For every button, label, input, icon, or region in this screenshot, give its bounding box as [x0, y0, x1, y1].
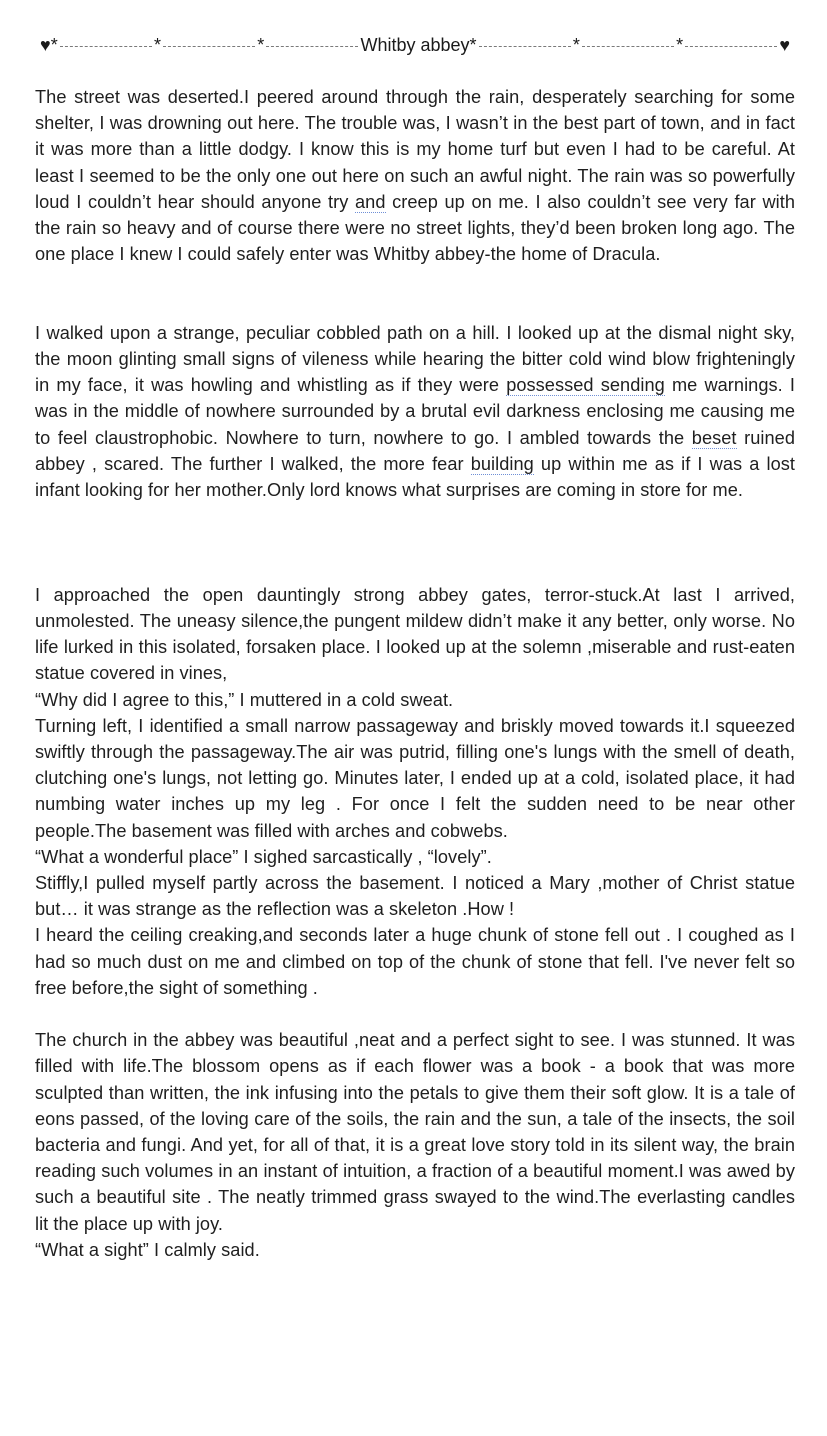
spellcheck-mark[interactable]: beset: [691, 427, 737, 448]
dashed-divider: [685, 46, 777, 47]
paragraph: Turning left, I identified a small narrow passageway and briskly moved towards it.I squeezed swiftly through the passageway.The air was putrid, filling one's lungs with the smell of death, clutching one's lungs, not letting go. Minutes later, I ended up at a cold, isolated place, it had numbing water inches up my leg . For once I felt the sudden need to be near other people.The basement was filled with arches and cobwebs.: [35, 715, 795, 841]
paragraph: The church in the abbey was beautiful ,neat and a perfect sight to see. I was stunned. It was filled with life.The blossom opens as if each flower was a book - a book that was more sculpted than written, the ink infusing into the petals to give them their soft glow. It is a tale of eons passed, of the loving care of the soils, the rain and the sun, a tale of the insects, the soil bacteria and fungi. And yet, for all of that, it is a great love story told in its silent way, the brain reading such volumes in an instant of intuition, a fraction of a beautiful moment.I was awed by such a beautiful site . The neatly trimmed grass swayed to the wind.The everlasting candles lit the place up with joy.: [35, 1030, 795, 1234]
star-icon: *: [572, 35, 580, 55]
spellcheck-mark[interactable]: building: [470, 453, 534, 474]
paragraph: “What a sight” I calmly said.: [35, 1239, 260, 1260]
star-icon: *: [676, 35, 684, 55]
dashed-divider: [163, 46, 255, 47]
spellcheck-mark[interactable]: possessed sending: [506, 375, 665, 396]
paragraph: I heard the ceiling creaking,and seconds later a huge chunk of stone fell out . I coughed as I had so much dust on me and climbed on top of the chunk of stone that fell. I've never felt so free before,the sight of something .: [35, 925, 795, 998]
dashed-divider: [479, 46, 571, 47]
dashed-divider: [266, 46, 358, 47]
paragraph: Stiffly,I pulled myself partly across the basement. I noticed a Mary ,mother of Christ statue but… it was strange as the reflection was a skeleton .How !: [35, 873, 795, 920]
blank-lines: [35, 1001, 795, 1027]
paragraph: “What a wonderful place” I sighed sarcastically , “lovely”.: [35, 846, 492, 867]
blank-lines: [35, 267, 795, 319]
dashed-divider: [582, 46, 674, 47]
paragraph: “Why did I agree to this,” I muttered in a cold sweat.: [35, 689, 454, 710]
dashed-divider: [60, 46, 152, 47]
document-body[interactable]: [35, 84, 795, 1263]
paragraph: The street was deserted.I peered around through the rain, desperately searching for some shelter, I was drowning out here. The trouble was, I wasn’t in the best part of town, and in fact it was more than a little dodgy. I know this is my home turf but even I had to be careful. At least I seemed to be the only one out here on such an awful night. The rain was so powerfully loud I couldn’t hear should anyone try and creep up on me. I also couldn’t see very far with the rain so heavy and of course there were no street lights, they’d been broken long ago. The one place I knew I could safely enter was Whitby abbey-the home of Dracula.: [35, 87, 795, 265]
star-icon: *: [153, 35, 161, 55]
paragraph: I walked upon a strange, peculiar cobbled path on a hill. I looked up at the dismal night sky, the moon glinting small signs of vileness while hearing the bitter cold wind blow frighteningly in my face, it was howling and whistling as if they were possessed sending me warnings. I was in the middle of nowhere surrounded by a brutal evil darkness enclosing me causing me to feel claustrophobic. Nowhere to turn, nowhere to go. I ambled towards the beset ruined abbey , scared. The further I walked, the more fear building up within me as if I was a lost infant looking for her mother.Only lord knows what surprises are coming in store for me.: [35, 322, 796, 501]
spellcheck-mark[interactable]: and: [355, 191, 386, 212]
page-title: Whitby abbey: [360, 35, 470, 55]
heart-icon: ♥: [40, 35, 51, 55]
title-banner: [40, 34, 790, 56]
paragraph: I approached the open dauntingly strong abbey gates, terror-stuck.At last I arrived, unmolested. The uneasy silence,the pungent mildew didn’t make it any better, only worse. No life lurked in this isolated, forsaken place. I looked up at the solemn ,miserable and rust-eaten statue covered in vines,: [35, 584, 795, 684]
blank-lines: [35, 503, 795, 582]
star-icon: *: [469, 35, 477, 55]
star-icon: *: [50, 35, 58, 55]
heart-icon: ♥: [779, 35, 791, 55]
star-icon: *: [257, 35, 265, 55]
